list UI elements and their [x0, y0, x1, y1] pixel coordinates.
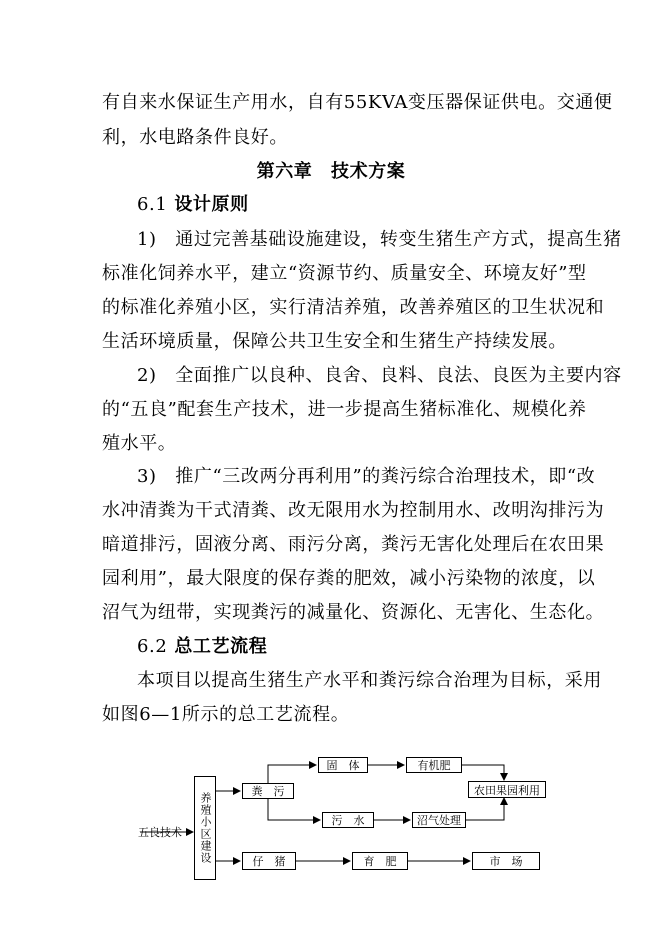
section-title: 总工艺流程: [174, 636, 268, 657]
section-title: 设计原则: [174, 194, 249, 215]
body-line: 生活环境质量，保障公共卫生安全和生猪生产持续发展。: [102, 331, 567, 352]
body-line: 沼气为纽带，实现粪污的减量化、资源化、无害化、生态化。: [102, 602, 605, 623]
arrow-biogas-to-farmland: [466, 798, 504, 820]
body-line: 标准化饲养水平，建立“资源节约、质量安全、环境友好”型: [102, 263, 587, 284]
section-heading-6-1: [137, 194, 249, 216]
arrow-manure-to-sewage: [268, 799, 320, 820]
body-line: 3) 推广“三改两分再利用”的粪污综合治理技术，即“改: [137, 466, 596, 487]
arrow-fertilizer-to-farmland: [462, 765, 504, 780]
body-line: 如图6—1所示的总工艺流程。: [102, 704, 350, 725]
district-construction-box: 养殖小区建设: [194, 776, 216, 880]
manure-box: 粪 污: [242, 783, 294, 799]
body-line: 2) 全面推广以良种、良舍、良料、良法、良医为主要内容: [137, 365, 622, 386]
input-technology-label: 五良技术: [138, 826, 182, 839]
organic-fertilizer-box: 有机肥: [406, 757, 462, 773]
body-line: 园利用”，最大限度的保存粪的肥效，减小污染物的浓度，以: [102, 568, 596, 589]
body-line: 利，水电路条件良好。: [102, 127, 288, 148]
market-box: 市 场: [472, 852, 540, 870]
biogas-treatment-box: 沼气处理: [412, 812, 466, 828]
farmland-use-box: 农田果园利用: [468, 781, 546, 798]
fattening-box: 育 肥: [352, 852, 408, 870]
chapter-title: 第六章 技术方案: [256, 161, 406, 182]
sewage-box: 污 水: [322, 812, 374, 828]
solid-box: 固 体: [318, 757, 368, 773]
body-line: 1) 通过完善基础设施建设，转变生猪生产方式，提高生猪: [137, 229, 622, 250]
body-line: 殖水平。: [102, 433, 177, 454]
body-line: 本项目以提高生猪生产水平和粪污综合治理为目标，采用: [137, 670, 602, 691]
section-number: 6.1: [137, 194, 168, 215]
arrow-manure-to-solid: [268, 765, 316, 783]
body-line: 的“五良”配套生产技术，进一步提高生猪标准化、规模化养: [102, 399, 587, 420]
body-line: 的标准化养殖小区，实行清洁养殖，改善养殖区的卫生状况和: [102, 297, 605, 318]
body-line: 水冲清粪为干式清粪、改无限用水为控制用水、改明沟排污为: [102, 500, 605, 521]
body-line: 有自来水保证生产用水，自有55KVA变压器保证供电。交通便: [102, 92, 613, 113]
body-line: 暗道排污，固液分离、雨污分离，粪污无害化处理后在农田果: [102, 534, 605, 555]
section-number: 6.2: [137, 636, 168, 657]
piglet-box: 仔 猪: [242, 852, 296, 870]
section-heading-6-2: [137, 636, 267, 658]
